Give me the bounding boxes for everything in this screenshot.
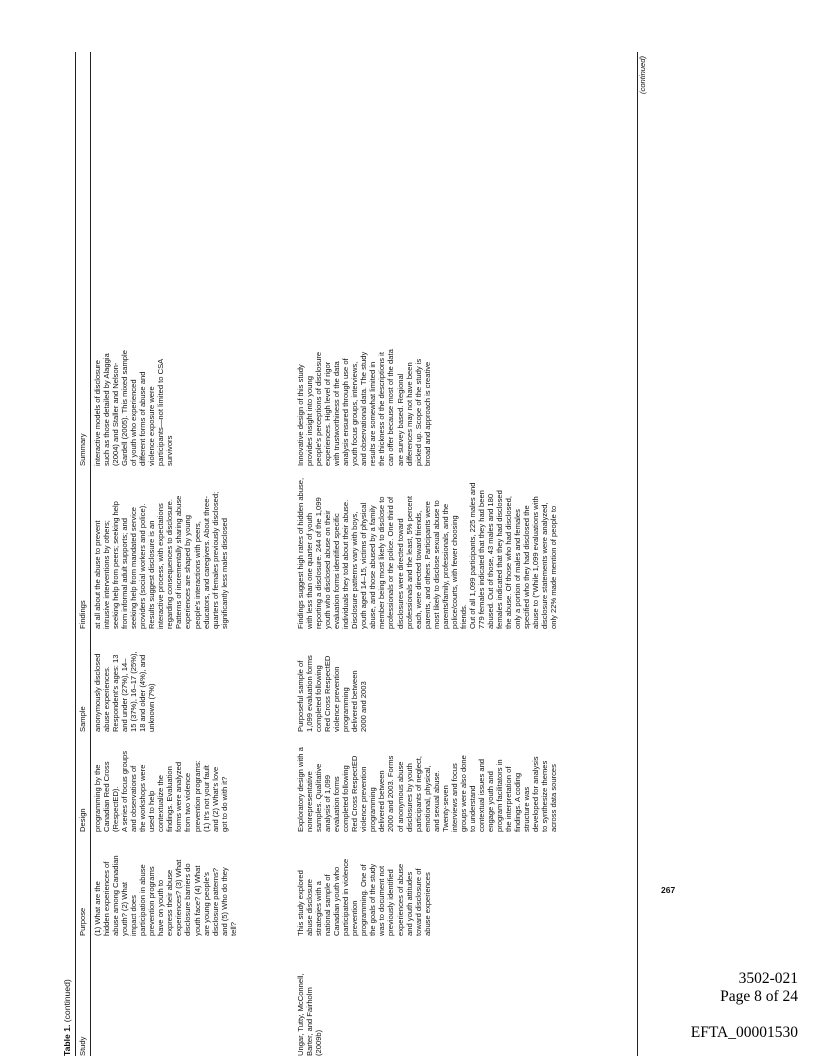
cell-line: (RespectED). [111, 786, 121, 832]
table-cell-purpose [93, 855, 238, 936]
cell-line: different forms of abuse and [138, 371, 148, 466]
table-title: Table 1. (continued) [62, 979, 72, 1056]
cell-line: across data sources [549, 764, 559, 832]
cell-line: are survey based. Regional [395, 373, 405, 466]
header-findings: Findings [78, 600, 87, 629]
cell-line: Respondent's ages: 13 [111, 654, 121, 732]
cell-line: program facilitators in [495, 759, 505, 832]
cell-line: and under (27%), 14– [120, 658, 130, 732]
cell-line: regarding consequences to disclosure. [165, 498, 175, 629]
table-cell-purpose [296, 859, 432, 936]
cell-line: have on youth to [156, 879, 166, 936]
cell-line: delivered between [377, 770, 387, 832]
cell-line: youth? (2) What [120, 881, 130, 936]
cell-line: toward disclosure of [413, 868, 423, 936]
cell-line: tell? [228, 922, 238, 936]
cell-line: member being most likely to disclose to [377, 496, 387, 629]
cell-line: only 22% made mention of people to [549, 505, 559, 629]
rotated-table-page [48, 52, 688, 1056]
table-cell-findings [93, 492, 229, 629]
cell-line: with less than one quarter of youth [305, 512, 315, 629]
table-cell-sample [93, 651, 156, 732]
header-study: Study [78, 1036, 87, 1056]
cell-line: police/courts, with fewer choosing [449, 515, 459, 629]
cell-line: of youth who experienced [129, 379, 139, 466]
cell-line: prevention programs: [192, 760, 202, 832]
cell-line: Disclosure patterns vary with boys, [350, 511, 360, 629]
cell-line: violence exposure were [147, 386, 157, 466]
cell-line: and (2) What's love [210, 766, 220, 832]
cell-line: people's interactions with peers, [192, 521, 202, 629]
continued-label: (continued) [638, 56, 647, 94]
cell-line: disclosures by youth [404, 763, 414, 832]
cell-line: findings. Evaluation [165, 766, 175, 832]
cell-line: disclosures were directed toward [395, 518, 405, 629]
cell-line: only a portion of males and females [513, 509, 523, 629]
cell-line: picked up. Scope of the study is [413, 358, 423, 466]
cell-line: 2000 and 2003 [359, 681, 369, 732]
cell-line: Patterns of incrementally sharing abuse [174, 495, 184, 629]
cell-line: abuse, and those abused by a family [368, 505, 378, 629]
cell-line: (1) It's not your fault [201, 765, 211, 832]
cell-line: abused. Out of those, 43 males and 180 [485, 493, 495, 629]
header-summary: Summary [78, 433, 87, 466]
cell-line: significantly less males disclosed [219, 518, 229, 629]
table-cell-summary [296, 349, 432, 466]
cell-line: and observational data. The study [359, 351, 369, 466]
cell-line: youth aged 14–15, victims of physical [359, 502, 369, 629]
cell-line: findings. A coding [513, 772, 523, 832]
cell-line: youth face? (4) What [192, 865, 202, 936]
cell-line: Exploratory design with a [296, 747, 305, 832]
cell-line: from informal adult supports; and [120, 517, 130, 629]
cell-line: Ungar, Tutty, McConnell, [296, 973, 305, 1056]
cell-line: educators, and caregivers. About three- [201, 496, 211, 629]
cell-line: abuse experiences. [102, 666, 112, 732]
cell-line: experiences? (3) What [174, 859, 184, 936]
cell-line: parents, and others. Participants were [422, 501, 432, 629]
footer-bates-number: EFTA_00001530 [690, 1024, 798, 1041]
cell-line: seeking help from peers; seeking help [111, 501, 121, 629]
table-cell-findings [296, 478, 558, 629]
cell-line: differences may not have been [404, 362, 414, 466]
cell-line: strategies with a [314, 881, 324, 936]
cell-line: to understand [467, 785, 477, 832]
cell-line: experiences. High level of rigor [323, 361, 333, 466]
cell-line: the workshops were [138, 764, 148, 832]
cell-line: prevention programs [147, 866, 157, 936]
cell-line: to synthesize themes [540, 760, 550, 832]
cell-line: 15 (37%), 16–17 (25%), [129, 651, 139, 732]
cell-line: nonrepresentative [305, 771, 315, 832]
cell-line: and youth attitudes [404, 871, 414, 936]
cell-line: developed for analysis [531, 756, 541, 832]
cell-line: participation in abuse [138, 864, 148, 936]
cell-line: evaluation forms identified specific [332, 513, 342, 629]
cell-line: parents/family, professionals, and the [440, 503, 450, 629]
cell-line: unknown (7%) [147, 683, 157, 732]
cell-line: programming by the [93, 764, 102, 832]
cell-line: the interpretation of [504, 766, 514, 832]
cell-line: Findings suggest high rates of hidden abuse, [296, 477, 305, 629]
cell-line: participants of neglect, [413, 756, 423, 832]
cell-line: Gardell (2005). This mixed sample [120, 350, 130, 466]
table-header-rule [90, 52, 91, 1056]
footer-doc-code: 3502-021 [738, 970, 798, 987]
cell-line: Results suggest disclosure is an [147, 520, 157, 629]
cell-line: analysis of 1,099 [323, 775, 333, 832]
cell-line: anonymously disclosed [93, 653, 102, 732]
cell-line: Barter, and Fairholm [305, 987, 315, 1056]
cell-line: disclosure statements were analyzed, [540, 502, 550, 629]
cell-line: hidden experiences of [102, 861, 112, 936]
cell-line: (1) What are the [93, 881, 102, 936]
cell-line: each, were directed toward friends, [413, 510, 423, 629]
table-cell-design [296, 747, 558, 832]
cell-line: contextual issues and [476, 758, 486, 832]
cell-line: Red Cross RespectED [323, 655, 333, 732]
cell-line: such as those detailed by Alaggia [102, 353, 112, 466]
page-number: 267 [661, 885, 676, 895]
cell-line: evaluation forms [332, 776, 342, 832]
cell-line: experiences are shaped by young [183, 515, 193, 629]
cell-line: with trustworthiness of the data [332, 361, 342, 466]
cell-line: survivors [165, 435, 175, 466]
cell-line: 2000 and 2003. Forms [386, 755, 396, 832]
cell-line: participants—not limited to CSA [156, 358, 166, 466]
cell-line: Purposeful sample of [296, 660, 305, 732]
cell-line: completed following [341, 765, 351, 832]
cell-line: reporting a disclosure. 244 of the 1,099 [314, 497, 324, 629]
cell-line: 18 and older (4%), and [138, 654, 148, 732]
header-purpose: Purpose [78, 907, 87, 936]
cell-line: people's perceptions of disclosure [314, 351, 324, 466]
cell-line: quarters of females previously disclosed; [210, 491, 220, 629]
cell-line: impact does [129, 895, 139, 936]
cell-line: analysis ensured through use of [341, 358, 351, 466]
cell-line: national sample of [323, 874, 333, 936]
cell-line: seeking help from mandated service [129, 507, 139, 629]
cell-line: disclosure patterns? [210, 868, 220, 936]
cell-line: Canadian youth who [332, 866, 342, 936]
cell-line: experiences of abuse [395, 863, 405, 936]
cell-line: specified who they had disclosed the [522, 505, 532, 629]
cell-line: express their abuse [165, 869, 175, 936]
header-sample: Sample [78, 706, 87, 732]
cell-line: most likely to disclose sexual abuse to [431, 500, 441, 629]
cell-line: violence prevention [332, 666, 342, 732]
cell-line: and sexual abuse. [431, 770, 441, 832]
cell-line: providers (social workers and police). [138, 503, 148, 629]
cell-line: programming. One of [359, 864, 369, 936]
cell-line: youth focus groups, interviews, [350, 361, 360, 466]
cell-line: individuals they told about their abuse. [341, 499, 351, 629]
cell-line: violence prevention [359, 766, 369, 832]
cell-line: Red Cross RespectED [350, 755, 360, 832]
cell-line: females indicated that they had disclosed [495, 490, 505, 629]
cell-line: the goals of the study [368, 863, 378, 936]
table-cell-sample [296, 655, 368, 732]
cell-line: professionals and the least, 5% percent [404, 496, 414, 629]
cell-line: A series of focus groups [120, 750, 130, 832]
cell-line: This study explored [296, 870, 305, 936]
cell-line: and observations of [129, 765, 139, 832]
cell-line: professionals or the police. One third of [386, 496, 396, 629]
table-cell-summary [93, 350, 174, 466]
cell-line: interactive process, with expectations [156, 503, 166, 629]
cell-line: of anonymous abuse [395, 761, 405, 832]
table-cell-study [296, 973, 323, 1056]
cell-line: friends. [458, 604, 468, 629]
header-design: Design [78, 808, 87, 832]
cell-line: from two violence [183, 772, 193, 832]
cell-line: youth who disclosed abuse on their [323, 510, 333, 629]
cell-line: contextualize the [156, 775, 166, 832]
cell-line: can offer because most of the data [386, 349, 396, 466]
cell-line: Out of all 1,099 participants, 225 males and [467, 482, 477, 629]
footer-page-of: Page 8 of 24 [720, 988, 798, 1005]
cell-line: results are somewhat limited in [368, 361, 378, 466]
cell-line: (2009b) [314, 1029, 324, 1056]
cell-line: intrusive interventions by others; [102, 520, 112, 629]
cell-line: programming [341, 687, 351, 732]
cell-line: Canadian Red Cross [102, 761, 112, 832]
cell-line: previously identified [386, 869, 396, 936]
cell-line: emotional, physical, [422, 765, 432, 832]
cell-line: was to document not [377, 865, 387, 936]
cell-line: disclosure barriers do [183, 863, 193, 936]
cell-line: structure was [522, 786, 532, 832]
cell-line: participated in violence [341, 858, 351, 936]
table-bottom-rule [637, 52, 638, 1056]
cell-line: delivered between [350, 670, 360, 732]
cell-line: forms were analyzed [174, 761, 184, 832]
cell-line: prevention [350, 900, 360, 936]
cell-line: groups were also done [458, 755, 468, 832]
cell-line: broad and approach is creative [422, 361, 432, 466]
cell-line: 1,099 evaluation forms [305, 655, 315, 732]
cell-line: Twenty-seven [440, 785, 450, 832]
cell-line: interactive models of disclosure [93, 360, 102, 466]
cell-line: used to help [147, 790, 157, 832]
table-cell-design [93, 751, 229, 832]
cell-line: at all about the abuse to prevent [93, 520, 102, 629]
cell-line: engage youth and [485, 771, 495, 832]
cell-line: provides insight into young [305, 376, 315, 466]
cell-line: completed following [314, 665, 324, 732]
cell-line: the thickness of the descriptions it [377, 352, 387, 466]
cell-line: got to do with it? [219, 776, 229, 832]
cell-line: are young people's [201, 872, 211, 936]
cell-line: abuse to ("While 1,099 evaluations with [531, 496, 541, 629]
cell-line: abuse experiences [422, 872, 432, 936]
cell-line: and (5) Who do they [219, 867, 229, 936]
cell-line: programming [368, 787, 378, 832]
cell-line: (2004) and Staller and Nelson- [111, 362, 121, 466]
cell-line: 779 females indicated that they had been [476, 490, 486, 629]
cell-line: interviews and focus [449, 763, 459, 832]
table-top-rule [75, 52, 76, 1056]
cell-line: abuse among Canadian [111, 855, 121, 936]
cell-line: the abuse. Of those who had disclosed, [504, 496, 514, 629]
cell-line: samples. Qualitative [314, 763, 324, 832]
cell-line: Innovative design of this study [296, 364, 305, 466]
cell-line: abuse disclosure [305, 879, 315, 936]
